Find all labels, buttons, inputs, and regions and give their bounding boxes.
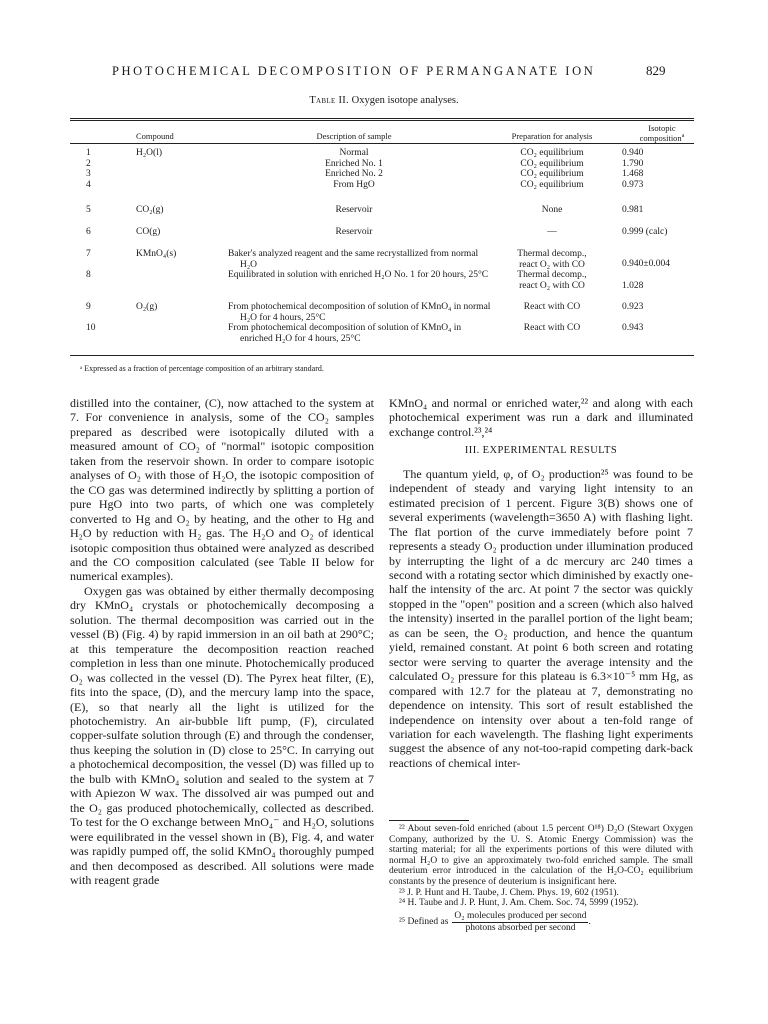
table-row-preparation: Thermal decomp., react O₂ with CO [517, 270, 587, 291]
table-caption-label: Table II. [309, 95, 349, 106]
table-row-preparation: React with CO [523, 302, 581, 312]
table-row-isotopic: 0.923 [622, 302, 644, 312]
section-heading: III. EXPERIMENTAL RESULTS [464, 445, 618, 457]
footnote-25-suffix: . [588, 916, 591, 927]
table-header-rule [70, 143, 694, 144]
table-row-isotopic: 0.981 [622, 205, 644, 215]
table-row-compound: CO(g) [136, 227, 161, 237]
table-footnote: ᵃ Expressed as a fraction of percentage composition of an arbitrary standard. [80, 364, 324, 373]
table-row-compound: CO₂(g) [136, 205, 164, 215]
table-row-preparation: Thermal decomp., react O₂ with CO [517, 249, 587, 270]
table-row-description: From photochemical decomposition of solution of KMnO₄ in normal H₂O for 4 hours, 25°C [228, 302, 491, 323]
table-row-compound: O₂(g) [136, 302, 158, 312]
left-paragraph-2: Oxygen gas was obtained by either thermally decomposing dry KMnO₄ crystals or photochemically decomposing a solution. The thermal decomposition was carried out in the vessel (B) (Fig. 4) by rapid immersion in an oil bath at 290°C; at this temperature the decomposition reaction reached completion in less than one minute. Photochemically produced O₂ was collected in the vessel (D). The Pyrex heat filter, (E), fits into the space, (D), and the mercury lamp into the space, (E), so that nearly all the light is utilized for the photochemistry. An air-bubble lift pump, (F), circulated copper-sulfate solution through (E) and through the condenser, thus keeping the solution in (D) close to 25°C. In carrying out a photochemical decomposition, the vessel (D) was filled up to the bulb with KMnO₄ solution and sealed to the system at 7 with Apiezon W wax. The dissolved air was pumped out and the O₂ gas produced photochemically, collected as described. To test for the O exchange between MnO₄⁻ and H₂O, solutions were equilibrated in the vessel shown in (B), Fig. 4, and water was rapidly pumped off, the solid KMnO₄ thoroughly pumped and then decomposed as described. All solutions were made with reagent grade [70, 583, 374, 887]
table-row-description: Equilibrated in solution with enriched H₂O No. 1 for 20 hours, 25°C [228, 270, 489, 280]
table-row-description: From photochemical decomposition of solution of KMnO₄ in enriched H₂O for 4 hours, 25°C [228, 323, 462, 344]
table-row-num: 9 [86, 302, 91, 312]
footnote-23: ²³ J. P. Hunt and H. Taube, J. Chem. Phys. 19, 602 (1951). [399, 887, 619, 898]
left-paragraph-1: distilled into the container, (C), now attached to the system at 7. For convenience in analysis, some of the CO₂ samples prepared as described were isotopically diluted with a measured amount of CO₂ of "normal" isotopic composition taken from the reservoir shown. In order to compare isotopic analyses of O₂ with those of H₂O, the isotopic composition of the CO gas was determined indirectly by splitting a portion of pure HgO into two parts, of which one was completely converted to Hg and O₂ by heating, and the other to Hg and H₂O by reduction with H₂ gas. The H₂O and O₂ of identical isotopic composition thus obtained were analyzed as described and the CO composition calculated (see Table II below for numerical examples). [70, 396, 374, 584]
table-caption-text: Oxygen isotope analyses. [351, 95, 459, 106]
table-row-description: Reservoir [335, 227, 373, 237]
table-row-num: 7 [86, 249, 91, 259]
table-row-compound: KMnO₄(s) [136, 249, 177, 259]
col-header-preparation: Preparation for analysis [511, 131, 593, 141]
table-row-description: Reservoir [335, 205, 373, 215]
col-header-isotopic: Isotopic composition$^a$ [622, 123, 702, 143]
page-number: 829 [646, 63, 666, 78]
table-row-isotopic: 0.940 1.790 1.468 0.973 [622, 148, 644, 190]
footnote-25-numerator: O₂ molecules produced per second [454, 910, 587, 921]
table-row-num: 10 [86, 323, 96, 333]
running-title: PHOTOCHEMICAL DECOMPOSITION OF PERMANGANATE ION [112, 64, 596, 78]
table-caption [0, 95, 768, 106]
col-header-description: Description of sample [316, 131, 392, 141]
table-row-preparation: React with CO [523, 323, 581, 333]
footnote-22: ²² About seven-fold enriched (about 1.5 percent O¹⁸) D₂O (Stewart Oxygen Company, authorized by the U. S. Atomic Energy Commission) was the starting material; for all the experiments portions of this were diluted with normal H₂O to give an approximately two-fold enriched sample. The small deuterium error introduced in the calculation of the H₂O-CO₂ equilibrium constants by the presence of deuterium is insignificant here. [389, 824, 693, 887]
footnote-25-denominator: photons absorbed per second [465, 922, 576, 933]
table-row-isotopic: 0.943 [622, 323, 644, 333]
right-paragraph-2: The quantum yield, φ, of O₂ production²⁵ was found to be independent of steady and varying light intensity to an estimated precision of 1 percent. Figure 3(B) shows one of several experiments (wavelength=3650 A) with flashing light. The flat portion of the curve immediately before point 7 represents a steady O₂ production under illumination produced by interrupting the light of a dc mercury arc 240 times a second with a rotating sector which diminished by exactly one-half the intensity of the arc. At point 7 the sector was quickly stopped in the "open" position and a screen (which also halved the intensity) inserted in the parallel portion of the light beam; as can be seen, the O₂ production, and hence the quantum yield, remained constant. At point 6 both screen and rotating sector were serving to quarter the average intensity and the calculated O₂ pressure for this plateau is 6.3×10⁻⁵ mm Hg, as compared with 12.7 for the plateau at 7, demonstrating no dependence on intensity. This sort of result established the independence on intensity over about a ten-fold range of variation for each wavelength. The flashing light experiments suggest the absence of any not-too-rapid competing dark-back reactions of chemical inter- [389, 466, 693, 770]
table-bottom-rule [70, 355, 694, 356]
col-header-isotopic-line2: composition [639, 133, 682, 143]
table-row-isotopic: 0.999 (calc) [622, 227, 668, 237]
footnote-25-fraction [452, 910, 591, 934]
left-column [70, 396, 374, 887]
col-header-isotopic-line1: Isotopic [648, 123, 676, 133]
right-column [389, 396, 693, 770]
table-row-num: 6 [86, 227, 91, 237]
table-row-isotopic: 1.028 [622, 281, 644, 291]
table-row-preparation: None [541, 205, 563, 215]
table-row-preparation: — [547, 227, 557, 237]
table-row-num: 8 [86, 270, 91, 280]
table-row-compound: H₂O(l) [136, 148, 162, 158]
table-row-description: Baker's analyzed reagent and the same recrystallized from normal H₂O [228, 249, 479, 270]
table-top-rule [70, 118, 694, 119]
footnotes [389, 824, 693, 934]
footnote-rule [389, 820, 469, 821]
footnote-24: ²⁴ H. Taube and J. P. Hunt, J. Am. Chem. Soc. 74, 5999 (1952). [399, 898, 639, 909]
footnote-25 [389, 911, 693, 934]
table-row-num: 1 2 3 4 [86, 148, 91, 190]
footnote-25-prefix: ²⁵ Defined as [399, 916, 449, 927]
table-top-rule-double [70, 120, 694, 121]
table-row-isotopic: 0.940±0.004 [622, 259, 670, 269]
table-row-description: Normal Enriched No. 1 Enriched No. 2 From HgO [325, 148, 383, 190]
col-header-compound: Compound [136, 131, 174, 141]
table-row-num: 5 [86, 205, 91, 215]
table-row-preparation: CO₂ equilibrium CO₂ equilibrium CO₂ equilibrium CO₂ equilibrium [520, 148, 584, 190]
right-paragraph-1: KMnO₄ and normal or enriched water,²² and along with each photochemical experiment was run a dark and illuminated exchange control.²³,²⁴ [389, 396, 693, 439]
